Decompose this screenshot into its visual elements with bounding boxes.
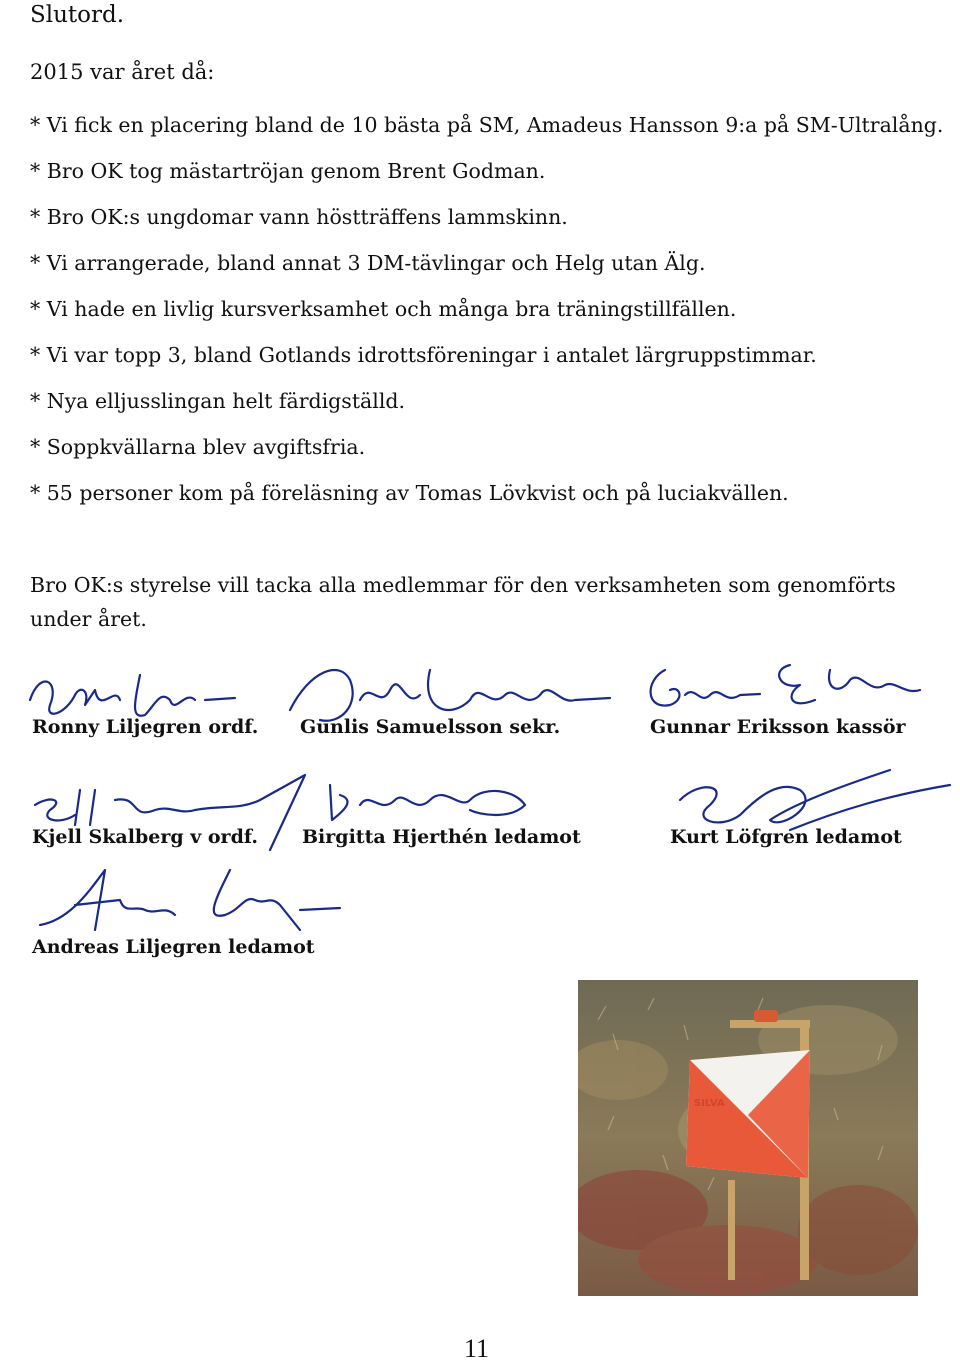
bullet-item: * Nya elljusslingan helt färdigställd.: [30, 389, 406, 413]
signature-name: Ronny Liljegren ordf.: [32, 716, 259, 738]
photo-brand-text: SILVA: [694, 1098, 725, 1109]
bullet-item: * Vi hade en livlig kursverksamhet och många bra träningstillfällen.: [30, 297, 737, 321]
heading: Slutord.: [30, 2, 125, 28]
bullet-list: [30, 108, 943, 522]
signature-name: Andreas Liljegren ledamot: [32, 936, 315, 958]
bullet-item: * 55 personer kom på föreläsning av Tomas Lövkvist och på luciakvällen.: [30, 481, 789, 505]
bullet-item: * Vi fick en placering bland de 10 bästa på SM, Amadeus Hansson 9:a på SM-Ultralång.: [30, 113, 944, 137]
signature-name: Birgitta Hjerthén ledamot: [302, 826, 581, 848]
bullet-item: * Bro OK:s ungdomar vann höstträffens lammskinn.: [30, 205, 568, 229]
signature-name: Gunlis Samuelsson sekr.: [300, 716, 561, 738]
signature-name: Gunnar Eriksson kassör: [650, 716, 906, 738]
bullet-item: * Bro OK tog mästartröjan genom Brent Godman.: [30, 159, 546, 183]
signature-name: Kjell Skalberg v ordf.: [32, 826, 258, 848]
signature-scribble-andreas: [30, 860, 350, 940]
bullet-item: * Soppkvällarna blev avgiftsfria.: [30, 435, 366, 459]
page-number: 11: [464, 1334, 490, 1363]
bullet-item: * Vi arrangerade, bland annat 3 DM-tävlingar och Helg utan Älg.: [30, 251, 706, 275]
bullet-item: * Vi var topp 3, bland Gotlands idrottsföreningar i antalet lärgruppstimmar.: [30, 343, 817, 367]
photo-orienteering-control: [578, 980, 918, 1296]
intro-text: 2015 var året då:: [30, 60, 215, 84]
thanks-paragraph: Bro OK:s styrelse vill tacka alla medlemmar för den verksamheten som genomförts under året.: [30, 573, 896, 631]
signature-name: Kurt Löfgren ledamot: [670, 826, 902, 848]
